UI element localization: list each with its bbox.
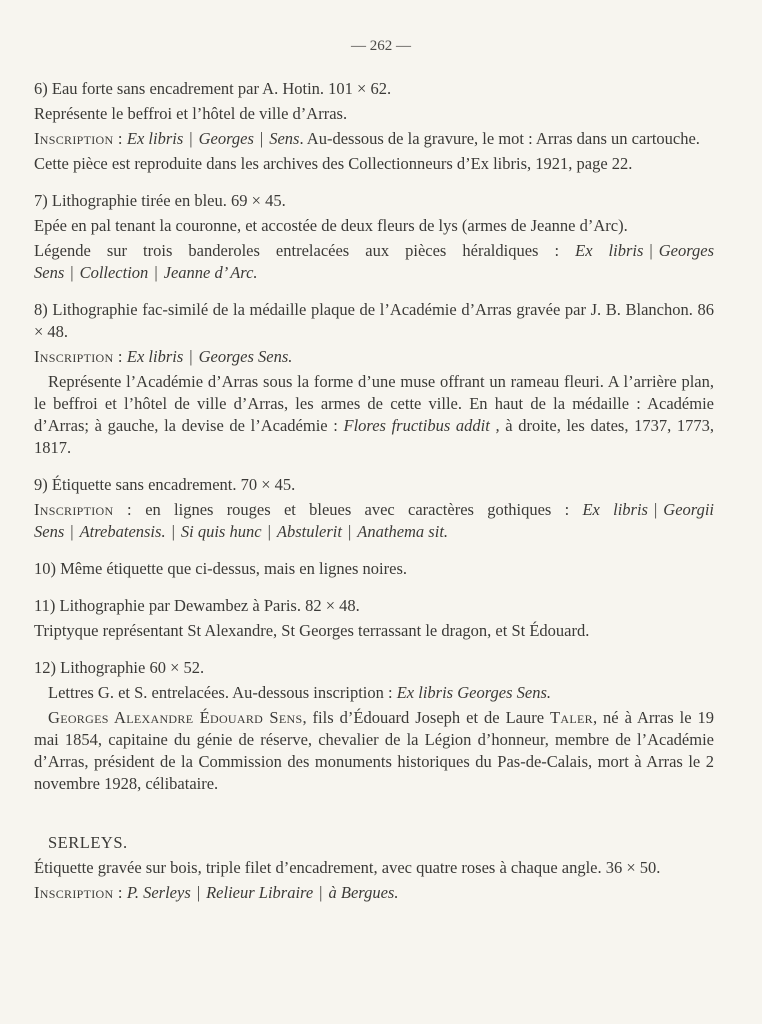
inscription-part: Georges Sens. xyxy=(198,347,293,366)
academy-motto: Flores fructibus addit , xyxy=(343,416,500,435)
entry-heading: 9) Étiquette sans encadrement. 70 × 45. xyxy=(34,475,296,494)
bio-mid: , fils d’Édouard Joseph et de Laure xyxy=(302,708,551,727)
entry-8 xyxy=(34,299,714,459)
inscription-part: Georges xyxy=(198,129,254,148)
entry-note: Cette pièce est reproduite dans les archives des Collectionneurs d’Ex libris, 1921, page 22. xyxy=(34,154,633,173)
biography xyxy=(34,707,714,795)
entry-description: Triptyque représentant St Alexandre, St Georges terrassant le dragon, et St Édouard. xyxy=(34,621,590,640)
serleys-description: Étiquette gravée sur bois, triple filet d’encadrement, avec quatre roses à chaque angle. 36 × 50. xyxy=(34,858,661,877)
legend-intro: Légende sur trois banderoles entrelacées aux pièces héraldiques : xyxy=(34,241,560,260)
entry-7 xyxy=(34,190,714,284)
entry-12 xyxy=(34,657,714,795)
legend-part: Georges Sens xyxy=(34,241,715,282)
entry-description: Représente le beffroi et l’hôtel de ville d’Arras. xyxy=(34,104,348,123)
inscription-part: Georgii Sens xyxy=(34,500,715,541)
description-italic: Ex libris Georges Sens. xyxy=(396,683,552,702)
entry-inscription: Inscription : en lignes rouges et bleues avec caractères gothiques : Ex libris | Georgii Sens | Atrebatensis. | Si quis hunc | Abstulerit | Anathema sit. xyxy=(34,500,715,541)
inscription-tail: . Au-dessous de la gravure, le mot : Arras dans un cartouche. xyxy=(299,129,700,148)
inscription-label: Inscription : xyxy=(34,500,132,519)
inscription-part: à Bergues. xyxy=(328,883,399,902)
inscription-part: Anathema sit. xyxy=(357,522,449,541)
entry-inscription: Inscription : Ex libris | Georges Sens. xyxy=(34,347,293,366)
inscription-part: Relieur Libraire xyxy=(206,883,314,902)
description-intro: Lettres G. et S. entrelacées. Au-dessous inscription : xyxy=(48,683,393,702)
entry-description xyxy=(34,682,714,704)
bio-name: Georges Alexandre Édouard Sens xyxy=(48,708,303,727)
serleys-inscription: Inscription : P. Serleys | Relieur Libraire | à Bergues. xyxy=(34,883,399,902)
entry-serleys xyxy=(34,832,714,904)
inscription-part: Sens xyxy=(269,129,300,148)
inscription-part: Si quis hunc xyxy=(180,522,262,541)
entry-heading: 12) Lithographie 60 × 52. xyxy=(34,658,205,677)
entry-10 xyxy=(34,558,714,580)
inscription-part: Abstulerit xyxy=(276,522,342,541)
description-start: Représente l’Académie d’Arras sous la forme d’une muse offrant un rameau fleuri. A l’arrière plan, le beffroi et l’hôtel de ville d’Arras, les armes de cette ville. En haut de la médaille : Académie d’Arras; à gauche, la devise de l’Académie : xyxy=(34,372,714,435)
entry-description xyxy=(34,371,714,459)
inscription-part: Ex libris xyxy=(126,347,184,366)
entry-6 xyxy=(34,78,714,175)
entry-heading: 10) Même étiquette que ci-dessus, mais en lignes noires. xyxy=(34,559,407,578)
page-content xyxy=(34,78,714,919)
page-number: — 262 — xyxy=(351,38,411,54)
entry-heading: 6) Eau forte sans encadrement par A. Hotin. 101 × 62. xyxy=(34,79,392,98)
inscription-label: Inscription : xyxy=(34,129,123,148)
legend-part: Ex libris xyxy=(575,241,644,260)
inscription-part: Ex libris xyxy=(582,500,648,519)
inscription-part: Atrebatensis. xyxy=(79,522,166,541)
inscription-part: Ex libris xyxy=(126,129,184,148)
entry-heading: 8) Lithographie fac-similé de la médaille plaque de l’Académie d’Arras gravée par J. B. Blanchon. 86 × 48. xyxy=(34,300,714,341)
description-end: à droite, les dates, 1737, 1773, 1817. xyxy=(34,416,715,457)
legend-part: Jeanne d’ Arc. xyxy=(163,263,258,282)
inscription-label: Inscription : xyxy=(34,347,123,366)
inscription-intro: en lignes rouges et bleues avec caractères gothiques : xyxy=(145,500,570,519)
entry-legend: Légende sur trois banderoles entrelacées aux pièces héraldiques : Ex libris | Georges Sens | Collection | Jeanne d’ Arc. xyxy=(34,241,715,282)
serleys-title: SERLEYS. xyxy=(48,833,128,852)
bio-mother: Taler xyxy=(550,708,593,727)
inscription-label: Inscription : xyxy=(34,883,123,902)
entry-heading: 7) Lithographie tirée en bleu. 69 × 45. xyxy=(34,191,286,210)
entry-heading: 11) Lithographie par Dewambez à Paris. 82 × 48. xyxy=(34,596,360,615)
entry-inscription: Inscription : Ex libris | Georges | Sens. Au-dessous de la gravure, le mot : Arras dans un cartouche. xyxy=(34,129,700,148)
entry-description: Epée en pal tenant la couronne, et accostée de deux fleurs de lys (armes de Jeanne d’Arc). xyxy=(34,216,628,235)
bio-rest: , né à Arras le 19 mai 1854, capitaine du génie de réserve, chevalier de la Légion d’honneur, membre de l’Académie d’Arras, président de la Commission des monuments historiques du Pas-de-Calais, mort à Arras le 2 novembre 1928, célibataire. xyxy=(34,708,715,793)
entry-11 xyxy=(34,595,714,642)
legend-part: Collection xyxy=(79,263,149,282)
inscription-part: P. Serleys xyxy=(126,883,191,902)
entry-9 xyxy=(34,474,714,543)
